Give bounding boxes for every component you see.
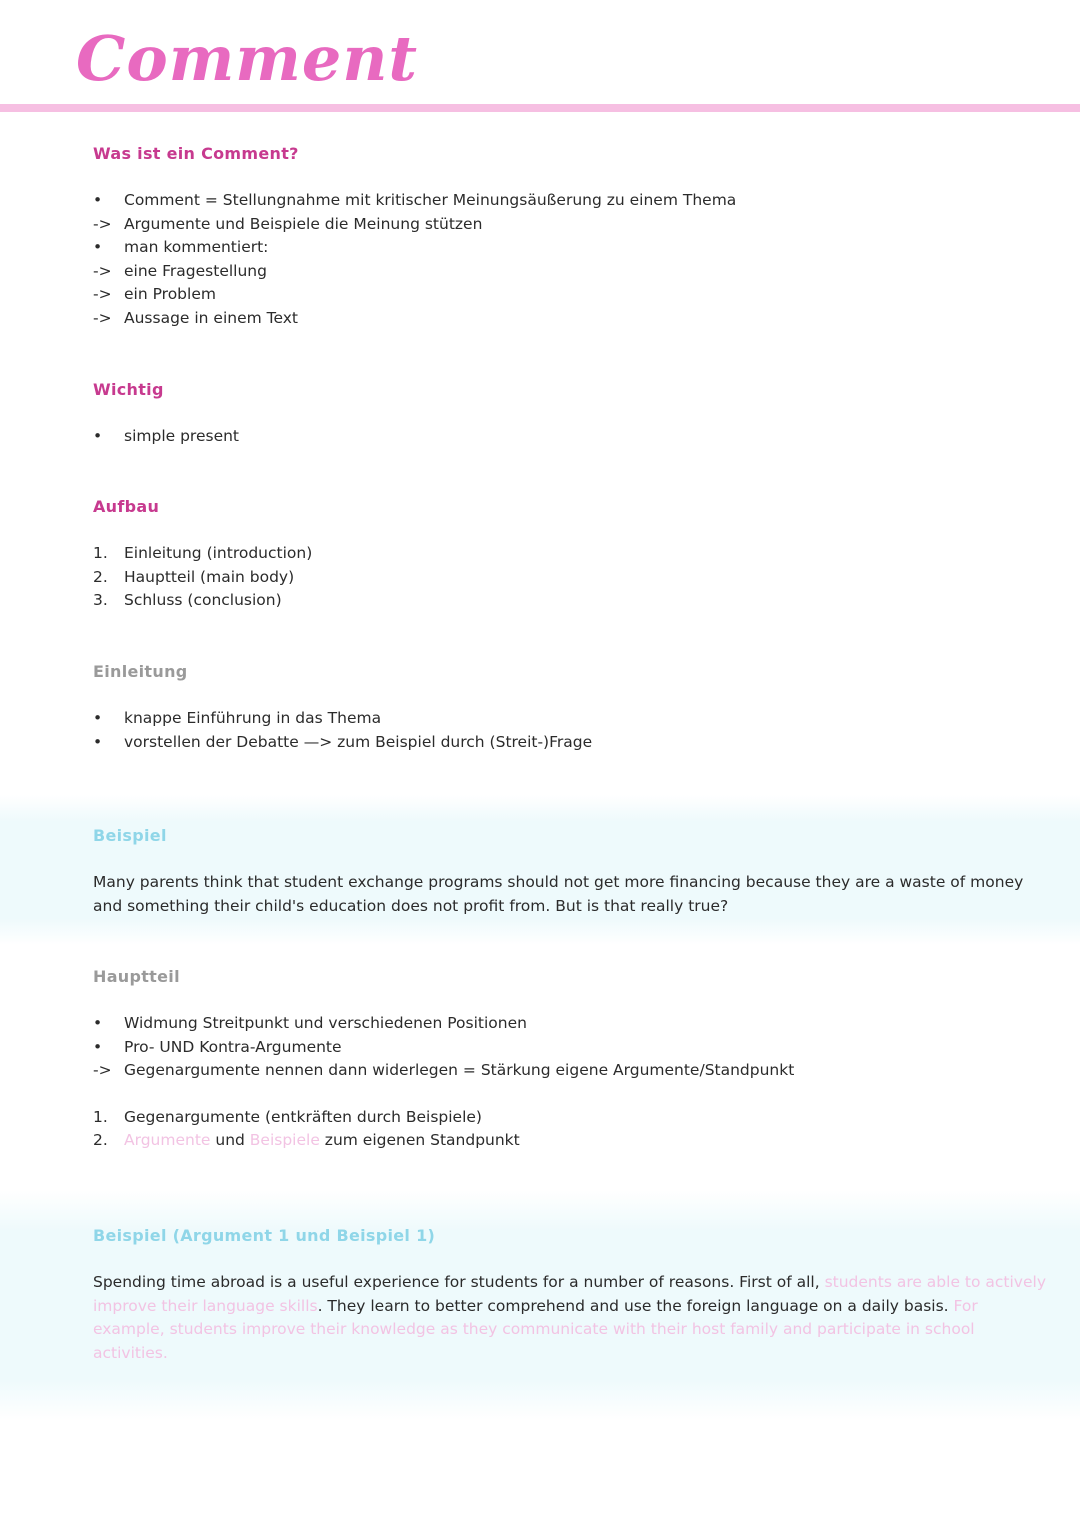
hauptteil-numbered-list	[93, 1106, 1053, 1153]
list-item	[93, 1036, 1053, 1060]
list-item	[93, 236, 1053, 260]
list-marker: •	[93, 732, 103, 751]
list-item-text: vorstellen der Debatte —> zum Beispiel durch (Streit-)Frage	[124, 732, 593, 751]
list-marker: •	[93, 709, 103, 727]
list-item-text: eine Fragestellung	[124, 261, 267, 280]
example-heading: Beispiel	[93, 826, 167, 845]
aufbau-list	[93, 542, 1053, 613]
example-paragraph: Many parents think that student exchange programs should not get more financing because they are a waste of money and something their child's education does not profit from. But is that really true?	[93, 873, 1024, 915]
list-marker: ->	[93, 285, 112, 303]
list-item-text: Aussage in einem Text	[124, 308, 299, 327]
list-item-text: Widmung Streitpunkt und verschiedenen Positionen	[124, 1014, 527, 1032]
list-marker: ->	[93, 308, 112, 327]
list-item-text: ein Problem	[124, 285, 216, 303]
list-item-text: Comment = Stellungnahme mit kritischer Meinungsäußerung zu einem Thema	[124, 191, 737, 209]
section-aufbau	[93, 497, 1053, 613]
example-paragraph	[93, 1271, 1053, 1365]
list-marker: •	[93, 191, 103, 209]
list-item-text: Schluss (conclusion)	[124, 591, 282, 609]
list-item	[93, 307, 1053, 331]
section-heading: Aufbau	[93, 497, 160, 516]
section-was-ist	[93, 144, 1053, 330]
wichtig-list	[93, 425, 1053, 449]
example-einleitung	[93, 826, 1053, 918]
list-marker: ->	[93, 1061, 112, 1079]
text-fragment: . They learn to better comprehend and use the foreign language on a daily basis.	[317, 1296, 954, 1315]
list-marker: ->	[93, 261, 112, 280]
list-item-text	[124, 1129, 520, 1153]
list-item	[93, 566, 1053, 590]
list-item	[93, 731, 1053, 755]
list-marker: 2.	[93, 567, 108, 586]
list-marker: •	[93, 1014, 103, 1032]
einleitung-list	[93, 707, 1053, 754]
list-item-text: Gegenargumente (entkräften durch Beispiele)	[124, 1107, 482, 1126]
list-item	[93, 1059, 1053, 1083]
section-heading: Hauptteil	[93, 967, 180, 986]
page-title: Comment	[76, 22, 419, 95]
list-marker: 1.	[93, 544, 108, 562]
section-hauptteil	[93, 967, 1053, 1153]
list-item	[93, 1129, 1053, 1153]
list-item-text: Einleitung (introduction)	[124, 544, 313, 562]
list-item-text: Pro- UND Kontra-Argumente	[124, 1037, 342, 1056]
list-item-text: Argumente und Beispiele die Meinung stützen	[124, 214, 483, 233]
list-item	[93, 707, 1053, 731]
section-heading: Einleitung	[93, 662, 188, 681]
list-marker: •	[93, 427, 103, 445]
section-heading: Wichtig	[93, 380, 164, 399]
list-marker: ->	[93, 214, 112, 233]
list-item	[93, 283, 1053, 307]
title-underline	[0, 104, 1080, 112]
highlight-argumente: Argumente	[124, 1131, 211, 1149]
section-wichtig	[93, 380, 1053, 449]
highlight-example: For example, students improve their knowledge as they communicate with their host family and participate in school activities	[93, 1296, 978, 1362]
list-item	[93, 425, 1053, 449]
list-item	[93, 260, 1053, 284]
list-marker: •	[93, 1037, 103, 1056]
list-item-text: man kommentiert:	[124, 238, 269, 256]
hauptteil-list	[93, 1012, 1053, 1083]
list-item-text: simple present	[124, 427, 240, 445]
text-fragment: Spending time abroad is a useful experience for students for a number of reasons. First of all,	[93, 1273, 825, 1291]
list-item	[93, 189, 1053, 213]
list-marker: •	[93, 238, 103, 256]
list-item-text: knappe Einführung in das Thema	[124, 709, 382, 727]
text-fragment: .	[162, 1343, 168, 1362]
list-item-text: Hauptteil (main body)	[124, 567, 295, 586]
highlight-argument: students are able to actively improve their language skills	[93, 1273, 1046, 1315]
list-item	[93, 1106, 1053, 1130]
section-heading: Was ist ein Comment?	[93, 144, 299, 163]
example-heading: Beispiel (Argument 1 und Beispiel 1)	[93, 1226, 436, 1245]
list-marker: 3.	[93, 591, 108, 609]
list-item	[93, 1012, 1053, 1036]
list-marker: 2.	[93, 1131, 108, 1149]
list-item	[93, 542, 1053, 566]
list-item	[93, 589, 1053, 613]
text-fragment: zum eigenen Standpunkt	[319, 1131, 520, 1149]
highlight-beispiele: Beispiele	[249, 1131, 320, 1149]
list-item	[93, 213, 1053, 237]
text-fragment: und	[210, 1131, 250, 1149]
definition-list	[93, 189, 1053, 330]
section-einleitung	[93, 662, 1053, 754]
list-marker: 1.	[93, 1107, 108, 1126]
example-hauptteil	[93, 1226, 1053, 1365]
list-item-text: Gegenargumente nennen dann widerlegen = Stärkung eigene Argumente/Standpunkt	[124, 1061, 795, 1079]
